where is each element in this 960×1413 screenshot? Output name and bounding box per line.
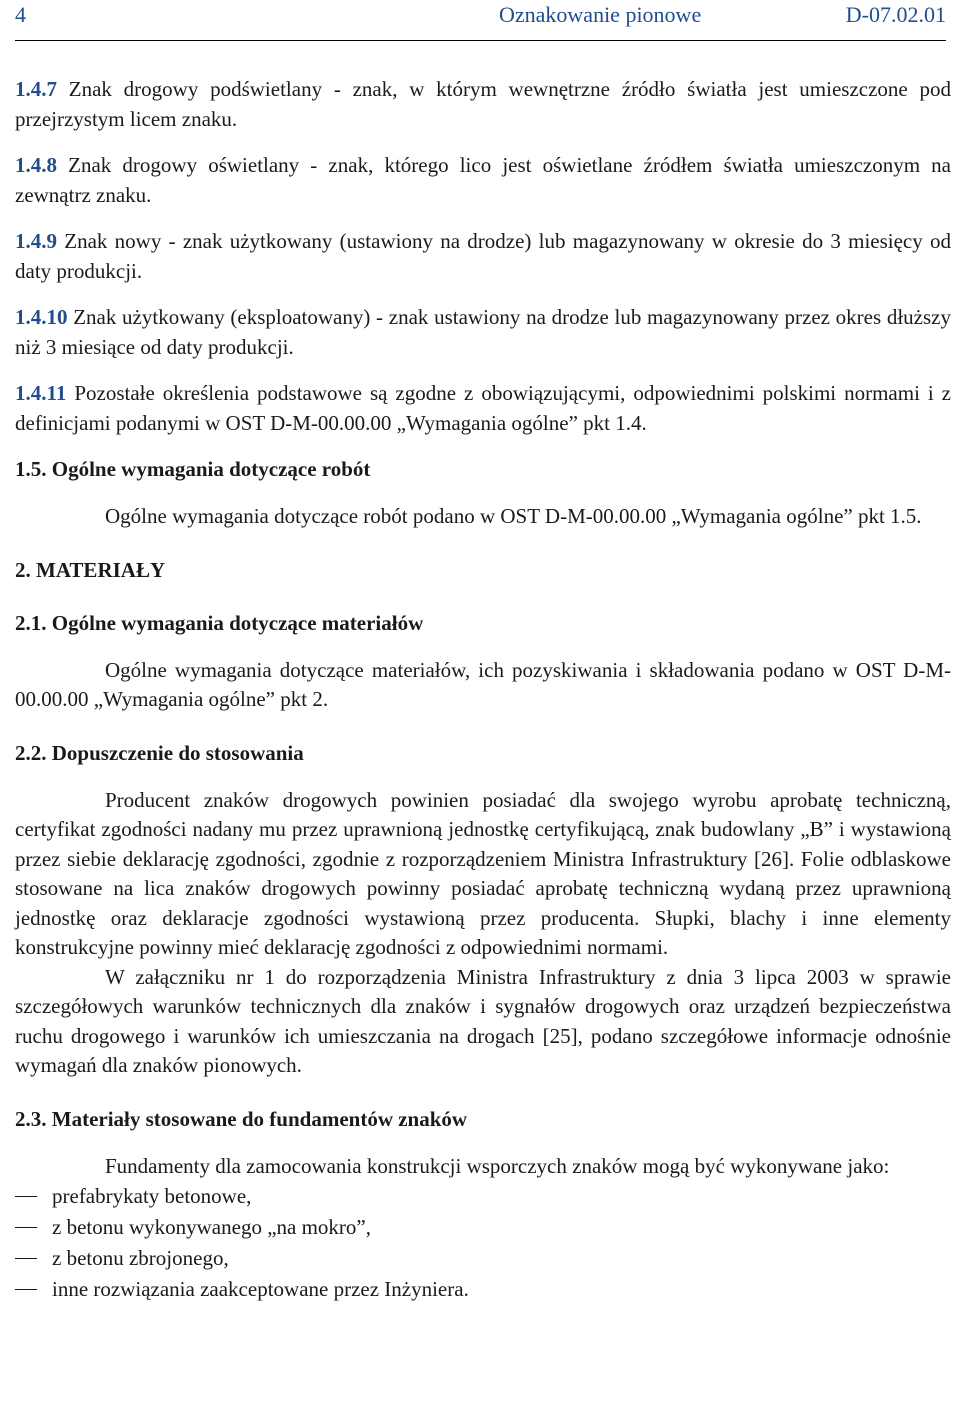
definition-1-4-10	[15, 303, 951, 362]
section-text-1-5: Ogólne wymagania dotyczące robót podano w OST D-M-00.00.00 „Wymagania ogólne” pkt 1.5.	[105, 504, 922, 528]
definition-1-4-11	[15, 379, 951, 438]
list-item: prefabrykaty betonowe,	[15, 1181, 951, 1212]
list-item: z betonu zbrojonego,	[15, 1243, 951, 1274]
page-header	[15, 0, 946, 41]
section-heading-2-3: 2.3. Materiały stosowane do fundamentów znaków	[15, 1106, 468, 1131]
document-body	[15, 75, 951, 1305]
definition-1-4-7	[15, 75, 951, 134]
definition-number: 1.4.7	[15, 77, 57, 101]
section-heading-2-2: 2.2. Dopuszczenie do stosowania	[15, 740, 304, 765]
section-text-2-2-paragraph-1: Producent znaków drogowych powinien posiadać dla swojego wyrobu aprobatę techniczną, certyfikat zgodności nadany mu przez uprawnioną jednostkę certyfikującą, znak budowlany „B” i wystawioną przez siebie deklarację zgodności, zgodnie z rozporządzeniem Ministra Infrastruktury [26]. Folie odblaskowe stosowane na lica znaków drogowych powinny posiadać aprobatę techniczną wydaną przez uprawnioną jednostkę oraz deklaracje zgodności wystawioną przez producenta. Słupki, blachy i inne elementy konstrukcyjne powinny mieć deklarację zgodności z odpowiednimi normami.	[15, 787, 951, 959]
section-text-2-1: Ogólne wymagania dotyczące materiałów, ich pozyskiwania i składowania podano w OST D-M-00.00.00 „Wymagania ogólne” pkt 2.	[15, 657, 951, 711]
foundation-types-list	[15, 1181, 951, 1305]
document-code: D-07.02.01	[845, 2, 946, 27]
definition-number: 1.4.9	[15, 229, 57, 253]
definition-text: Znak nowy - znak użytkowany (ustawiony na drodze) lub magazynowany w okresie do 3 miesięcy od daty produkcji.	[15, 229, 951, 283]
list-item: inne rozwiązania zaakceptowane przez Inżyniera.	[15, 1274, 951, 1305]
section-heading-2-1: 2.1. Ogólne wymagania dotyczące materiałów	[15, 610, 424, 635]
definition-text: Znak drogowy oświetlany - znak, którego lico jest oświetlane źródłem światła umieszczonym na zewnątrz znaku.	[15, 153, 952, 207]
definition-number: 1.4.11	[15, 381, 67, 405]
definition-text: Znak drogowy podświetlany - znak, w którym wewnętrzne źródło światła jest umieszczone pod przejrzystym licem znaku.	[15, 77, 952, 131]
section-text-2-3: Fundamenty dla zamocowania konstrukcji wsporczych znaków mogą być wykonywane jako:	[105, 1153, 890, 1178]
definition-text: Znak użytkowany (eksploatowany) - znak ustawiony na drodze lub magazynowany przez okres dłuższy niż 3 miesiące od daty produkcji.	[15, 305, 951, 359]
section-heading-2: 2. MATERIAŁY	[15, 557, 166, 582]
section-heading-1-5: 1.5. Ogólne wymagania dotyczące robót	[15, 457, 371, 481]
definition-1-4-8	[15, 151, 951, 210]
document-title: Oznakowanie pionowe	[499, 2, 702, 27]
page-number: 4	[15, 2, 26, 27]
definition-1-4-9	[15, 227, 951, 286]
definition-text: Pozostałe określenia podstawowe są zgodne z obowiązującymi, odpowiednimi polskimi normami i z definicjami podanymi w OST D-M-00.00.00 „Wymagania ogólne” pkt 1.4.	[15, 381, 951, 435]
list-item: z betonu wykonywanego „na mokro”,	[15, 1212, 951, 1243]
section-text-2-2-paragraph-2: W załączniku nr 1 do rozporządzenia Ministra Infrastruktury z dnia 3 lipca 2003 w sprawie szczegółowych warunków technicznych dla znaków i sygnałów drogowych oraz urządzeń bezpieczeństwa ruchu drogowego i warunków ich umieszczania na drogach [25], podano szczegółowe informacje odnośnie wymagań dla znaków pionowych.	[15, 964, 951, 1077]
definition-number: 1.4.10	[15, 305, 68, 329]
definition-number: 1.4.8	[15, 153, 57, 177]
